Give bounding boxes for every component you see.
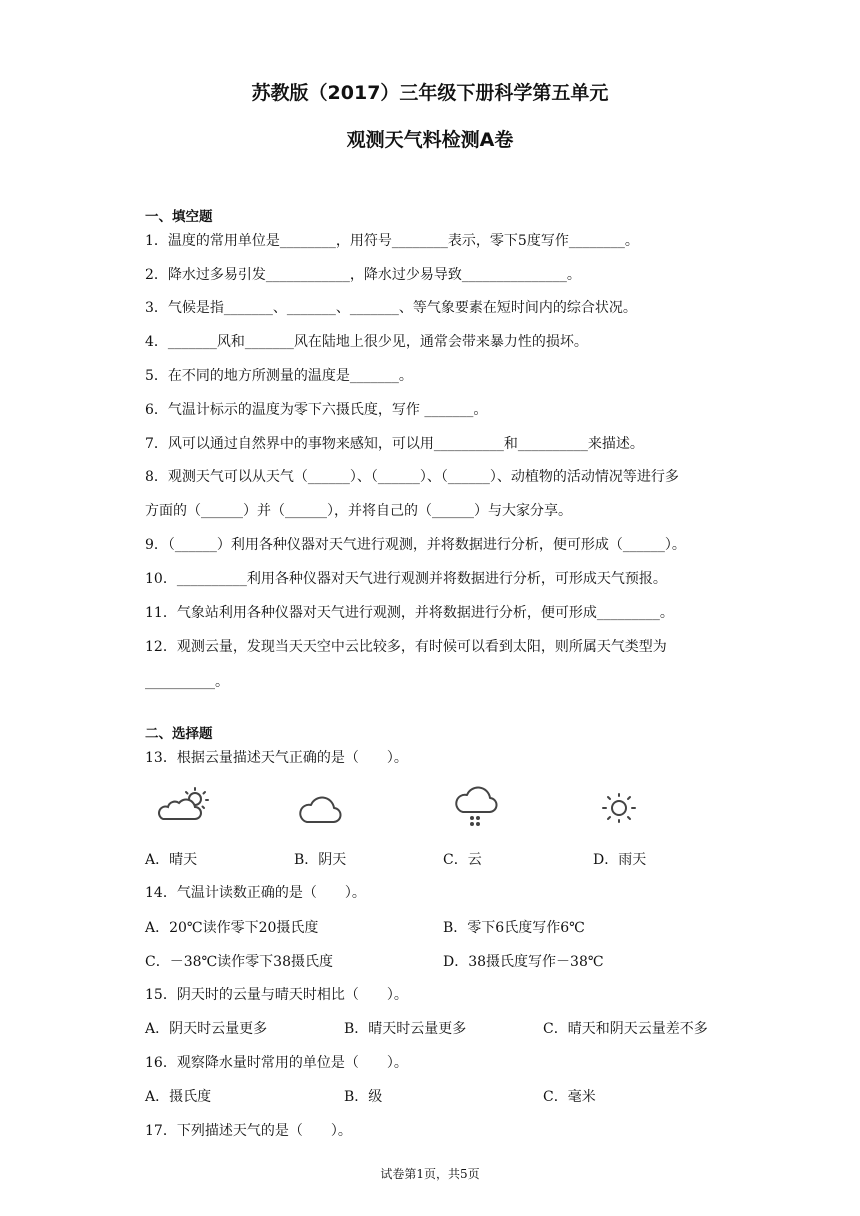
option-a: A．摄氏度: [145, 1089, 212, 1105]
question-stem: 17．下列描述天气的是（ ）。: [145, 1123, 352, 1139]
question-line: 12．观测云量，发现当天天空中云比较多，有时候可以看到太阳，则所属天气类型为: [145, 639, 667, 655]
section-heading-choice: 二、选择题: [145, 726, 213, 742]
page-footer: 试卷第1页，共5页: [380, 1167, 480, 1181]
option-a: A．晴天: [145, 852, 198, 868]
question-stem: 16．观察降水量时常用的单位是（ ）。: [145, 1055, 408, 1071]
option-b: B．阴天: [294, 852, 347, 868]
section-heading-fill-blank: 一、填空题: [145, 209, 213, 225]
option-b: B．级: [344, 1089, 383, 1105]
option-a: A．20℃读作零下20摄氏度: [145, 920, 319, 936]
question-line: 2．降水过多易引发____________，降水过少易导致_______________。: [145, 267, 581, 283]
question-line: 11．气象站利用各种仪器对天气进行观测，并将数据进行分析，便可形成_________。: [145, 605, 674, 621]
snow-cloud-icon: [453, 786, 501, 830]
question-line: 方面的（______）并（______），并将自己的（______）与大家分享。: [145, 503, 572, 519]
question-stem: 13．根据云量描述天气正确的是（ ）。: [145, 750, 408, 766]
question-line: 9．（______）利用各种仪器对天气进行观测，并将数据进行分析，便可形成（______）。: [145, 537, 686, 553]
question-stem: 14．气温计读数正确的是（ ）。: [145, 885, 366, 901]
page-title: 苏教版（2017）三年级下册科学第五单元: [251, 82, 609, 104]
sun-icon: [598, 791, 640, 825]
option-b: B．晴天时云量更多: [344, 1021, 467, 1037]
question-line: 4．_______风和_______风在陆地上很少见，通常会带来暴力性的损坏。: [145, 334, 588, 350]
question-stem: 15．阴天时的云量与晴天时相比（ ）。: [145, 987, 408, 1003]
option-c: C．－38℃读作零下38摄氏度: [145, 954, 334, 970]
question-line: 1．温度的常用单位是________，用符号________表示，零下5度写作________。: [145, 233, 639, 249]
question-line: __________。: [145, 674, 229, 690]
option-d: D．雨天: [593, 852, 647, 868]
option-b: B．零下6氏度写作6℃: [443, 920, 585, 936]
question-line: 3．气候是指_______、_______、_______、等气象要素在短时间内的综合状况。: [145, 300, 637, 316]
question-line: 10．__________利用各种仪器对天气进行观测并将数据进行分析，可形成天气预报。: [145, 571, 667, 587]
question-line: 6．气温计标示的温度为零下六摄氏度，写作 _______。: [145, 402, 488, 418]
partly-cloudy-icon: [155, 786, 213, 826]
option-d: D．38摄氏度写作－38℃: [443, 954, 604, 970]
option-c: C．晴天和阴天云量差不多: [543, 1021, 708, 1037]
page-subtitle: 观测天气料检测A卷: [346, 129, 514, 151]
option-a: A．阴天时云量更多: [145, 1021, 268, 1037]
option-c: C．云: [443, 852, 482, 868]
question-line: 7．风可以通过自然界中的事物来感知，可以用__________和__________来描述。: [145, 436, 644, 452]
question-line: 5．在不同的地方所测量的温度是_______。: [145, 368, 413, 384]
option-c: C．毫米: [543, 1089, 596, 1105]
question-line: 8．观测天气可以从天气（______）、（______）、（______）、动植物的活动情况等进行多: [145, 469, 679, 485]
cloud-icon: [297, 790, 345, 828]
